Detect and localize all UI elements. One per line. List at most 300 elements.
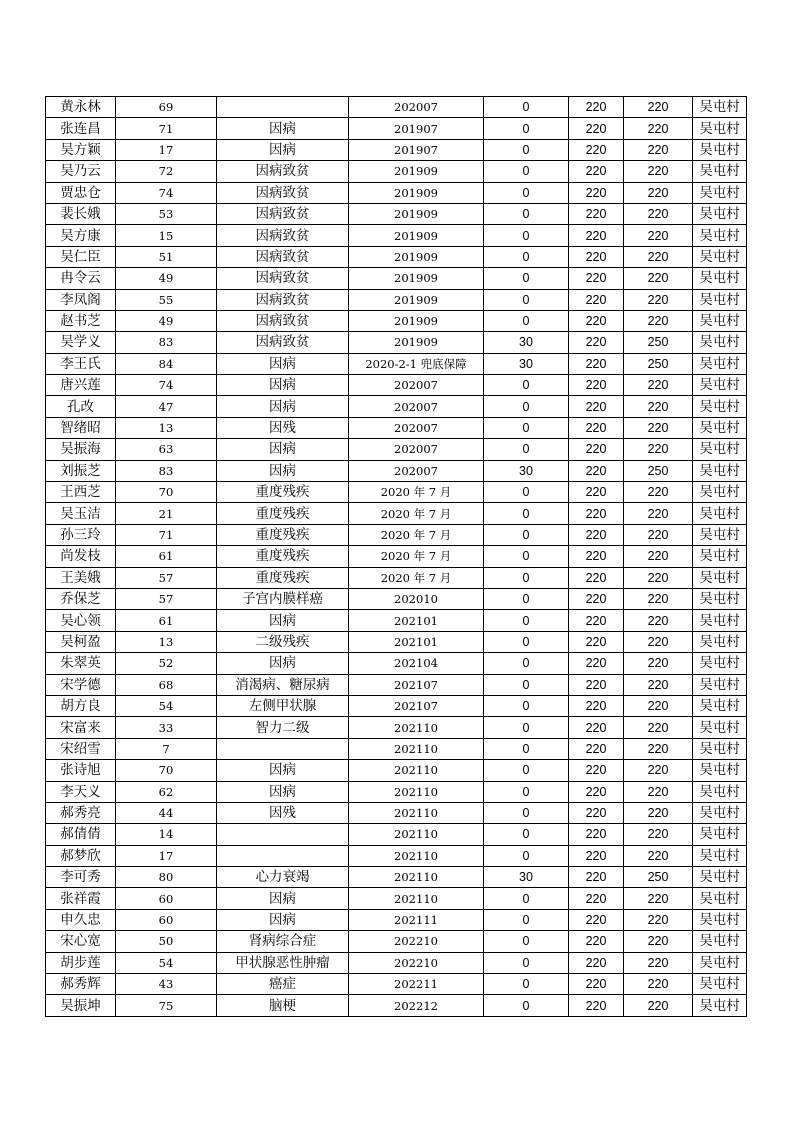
village-cell: 吴屯村 [693, 631, 747, 652]
table-row [46, 246, 747, 267]
extra-amount-cell: 0 [484, 695, 569, 716]
reason-cell: 重度残疾 [217, 567, 349, 588]
table-row [46, 161, 747, 182]
village-cell: 吴屯村 [693, 417, 747, 438]
start-month-cell: 202210 [349, 952, 484, 973]
reason-cell: 心力衰竭 [217, 867, 349, 888]
age-cell: 61 [116, 610, 217, 631]
age-cell: 61 [116, 546, 217, 567]
extra-amount-cell: 0 [484, 139, 569, 160]
age-cell: 74 [116, 182, 217, 203]
extra-amount-cell: 0 [484, 503, 569, 524]
extra-amount-cell: 0 [484, 268, 569, 289]
reason-cell [217, 97, 349, 118]
reason-cell: 脑梗 [217, 995, 349, 1016]
start-month-cell: 201909 [349, 332, 484, 353]
table-row [46, 588, 747, 609]
name-cell: 乔保芝 [46, 588, 116, 609]
start-month-cell: 201909 [349, 310, 484, 331]
village-cell: 吴屯村 [693, 503, 747, 524]
age-cell: 62 [116, 781, 217, 802]
base-amount-cell: 220 [569, 246, 624, 267]
total-amount-cell: 220 [624, 567, 693, 588]
total-amount-cell: 220 [624, 289, 693, 310]
start-month-cell: 202212 [349, 995, 484, 1016]
extra-amount-cell: 0 [484, 546, 569, 567]
start-month-cell: 202007 [349, 375, 484, 396]
reason-cell: 因病 [217, 610, 349, 631]
village-cell: 吴屯村 [693, 653, 747, 674]
name-cell: 张祥霞 [46, 888, 116, 909]
extra-amount-cell: 0 [484, 375, 569, 396]
extra-amount-cell: 0 [484, 289, 569, 310]
total-amount-cell: 220 [624, 225, 693, 246]
reason-cell: 因病 [217, 139, 349, 160]
village-cell: 吴屯村 [693, 353, 747, 374]
age-cell: 75 [116, 995, 217, 1016]
name-cell: 贾忠仓 [46, 182, 116, 203]
extra-amount-cell: 0 [484, 931, 569, 952]
name-cell: 李可秀 [46, 867, 116, 888]
base-amount-cell: 220 [569, 695, 624, 716]
name-cell: 郝秀辉 [46, 974, 116, 995]
start-month-cell: 202110 [349, 738, 484, 759]
total-amount-cell: 220 [624, 888, 693, 909]
age-cell: 57 [116, 588, 217, 609]
table-row [46, 139, 747, 160]
table-row [46, 995, 747, 1016]
village-cell: 吴屯村 [693, 802, 747, 823]
start-month-cell: 2020-2-1 兜底保障 [349, 353, 484, 374]
table-row [46, 952, 747, 973]
reason-cell: 癌症 [217, 974, 349, 995]
name-cell: 吴方颖 [46, 139, 116, 160]
start-month-cell: 2020 年 7 月 [349, 482, 484, 503]
base-amount-cell: 220 [569, 396, 624, 417]
base-amount-cell: 220 [569, 268, 624, 289]
village-cell: 吴屯村 [693, 995, 747, 1016]
age-cell: 17 [116, 845, 217, 866]
name-cell: 吴振海 [46, 439, 116, 460]
table-row [46, 396, 747, 417]
total-amount-cell: 220 [624, 482, 693, 503]
extra-amount-cell: 30 [484, 353, 569, 374]
table-row [46, 931, 747, 952]
table-row [46, 268, 747, 289]
base-amount-cell: 220 [569, 588, 624, 609]
village-cell: 吴屯村 [693, 460, 747, 481]
reason-cell [217, 738, 349, 759]
base-amount-cell: 220 [569, 182, 624, 203]
total-amount-cell: 250 [624, 460, 693, 481]
reason-cell: 因病致贫 [217, 289, 349, 310]
base-amount-cell: 220 [569, 674, 624, 695]
start-month-cell: 202110 [349, 888, 484, 909]
base-amount-cell: 220 [569, 931, 624, 952]
name-cell: 吴乃云 [46, 161, 116, 182]
start-month-cell: 202007 [349, 417, 484, 438]
age-cell: 14 [116, 824, 217, 845]
reason-cell: 重度残疾 [217, 503, 349, 524]
age-cell: 49 [116, 268, 217, 289]
table-row [46, 760, 747, 781]
start-month-cell: 202104 [349, 653, 484, 674]
reason-cell: 因病 [217, 909, 349, 930]
total-amount-cell: 220 [624, 439, 693, 460]
extra-amount-cell: 0 [484, 161, 569, 182]
base-amount-cell: 220 [569, 952, 624, 973]
table-row [46, 695, 747, 716]
village-cell: 吴屯村 [693, 867, 747, 888]
total-amount-cell: 220 [624, 417, 693, 438]
total-amount-cell: 220 [624, 738, 693, 759]
village-cell: 吴屯村 [693, 161, 747, 182]
village-cell: 吴屯村 [693, 760, 747, 781]
base-amount-cell: 220 [569, 139, 624, 160]
total-amount-cell: 220 [624, 824, 693, 845]
reason-cell: 因病 [217, 653, 349, 674]
extra-amount-cell: 0 [484, 717, 569, 738]
reason-cell: 智力二级 [217, 717, 349, 738]
start-month-cell: 2020 年 7 月 [349, 567, 484, 588]
total-amount-cell: 220 [624, 974, 693, 995]
age-cell: 7 [116, 738, 217, 759]
age-cell: 71 [116, 118, 217, 139]
name-cell: 胡方良 [46, 695, 116, 716]
total-amount-cell: 250 [624, 867, 693, 888]
name-cell: 李王氏 [46, 353, 116, 374]
start-month-cell: 202007 [349, 396, 484, 417]
total-amount-cell: 220 [624, 182, 693, 203]
reason-cell: 因病致贫 [217, 161, 349, 182]
total-amount-cell: 220 [624, 139, 693, 160]
start-month-cell: 202110 [349, 845, 484, 866]
extra-amount-cell: 0 [484, 97, 569, 118]
total-amount-cell: 220 [624, 524, 693, 545]
table-row [46, 225, 747, 246]
age-cell: 72 [116, 161, 217, 182]
name-cell: 郝倩倩 [46, 824, 116, 845]
name-cell: 孔改 [46, 396, 116, 417]
village-cell: 吴屯村 [693, 674, 747, 695]
extra-amount-cell: 0 [484, 482, 569, 503]
name-cell: 宋绍雪 [46, 738, 116, 759]
start-month-cell: 2020 年 7 月 [349, 503, 484, 524]
reason-cell: 因病 [217, 460, 349, 481]
name-cell: 吴柯盈 [46, 631, 116, 652]
table-row [46, 888, 747, 909]
name-cell: 张连昌 [46, 118, 116, 139]
table-row [46, 417, 747, 438]
total-amount-cell: 220 [624, 695, 693, 716]
table-row [46, 439, 747, 460]
reason-cell: 因病致贫 [217, 246, 349, 267]
village-cell: 吴屯村 [693, 396, 747, 417]
start-month-cell: 201907 [349, 118, 484, 139]
village-cell: 吴屯村 [693, 546, 747, 567]
total-amount-cell: 220 [624, 760, 693, 781]
start-month-cell: 201909 [349, 225, 484, 246]
start-month-cell: 202107 [349, 674, 484, 695]
extra-amount-cell: 0 [484, 845, 569, 866]
base-amount-cell: 220 [569, 524, 624, 545]
base-amount-cell: 220 [569, 909, 624, 930]
table-row [46, 567, 747, 588]
total-amount-cell: 220 [624, 931, 693, 952]
total-amount-cell: 220 [624, 246, 693, 267]
start-month-cell: 201909 [349, 289, 484, 310]
start-month-cell: 201909 [349, 246, 484, 267]
start-month-cell: 202211 [349, 974, 484, 995]
age-cell: 17 [116, 139, 217, 160]
total-amount-cell: 220 [624, 588, 693, 609]
extra-amount-cell: 0 [484, 439, 569, 460]
name-cell: 王西芝 [46, 482, 116, 503]
reason-cell: 因病 [217, 396, 349, 417]
start-month-cell: 201909 [349, 203, 484, 224]
reason-cell: 因病致贫 [217, 310, 349, 331]
start-month-cell: 2020 年 7 月 [349, 546, 484, 567]
village-cell: 吴屯村 [693, 332, 747, 353]
table-row [46, 482, 747, 503]
age-cell: 51 [116, 246, 217, 267]
table-row [46, 375, 747, 396]
village-cell: 吴屯村 [693, 781, 747, 802]
base-amount-cell: 220 [569, 118, 624, 139]
start-month-cell: 202110 [349, 824, 484, 845]
reason-cell: 因病 [217, 375, 349, 396]
base-amount-cell: 220 [569, 974, 624, 995]
base-amount-cell: 220 [569, 867, 624, 888]
reason-cell: 二级残疾 [217, 631, 349, 652]
extra-amount-cell: 0 [484, 396, 569, 417]
total-amount-cell: 220 [624, 118, 693, 139]
base-amount-cell: 220 [569, 375, 624, 396]
table-row [46, 781, 747, 802]
assistance-roster-table [45, 96, 747, 1017]
age-cell: 49 [116, 310, 217, 331]
name-cell: 宋富来 [46, 717, 116, 738]
table-row [46, 867, 747, 888]
extra-amount-cell: 0 [484, 995, 569, 1016]
name-cell: 刘振芝 [46, 460, 116, 481]
reason-cell: 因残 [217, 417, 349, 438]
age-cell: 43 [116, 974, 217, 995]
name-cell: 孙三玲 [46, 524, 116, 545]
reason-cell: 因病致贫 [217, 182, 349, 203]
total-amount-cell: 220 [624, 995, 693, 1016]
age-cell: 47 [116, 396, 217, 417]
village-cell: 吴屯村 [693, 909, 747, 930]
extra-amount-cell: 0 [484, 417, 569, 438]
age-cell: 74 [116, 375, 217, 396]
reason-cell [217, 824, 349, 845]
age-cell: 60 [116, 909, 217, 930]
village-cell: 吴屯村 [693, 738, 747, 759]
base-amount-cell: 220 [569, 546, 624, 567]
age-cell: 71 [116, 524, 217, 545]
base-amount-cell: 220 [569, 332, 624, 353]
base-amount-cell: 220 [569, 417, 624, 438]
extra-amount-cell: 0 [484, 824, 569, 845]
village-cell: 吴屯村 [693, 695, 747, 716]
start-month-cell: 202107 [349, 695, 484, 716]
age-cell: 83 [116, 460, 217, 481]
table-row [46, 97, 747, 118]
village-cell: 吴屯村 [693, 567, 747, 588]
table-row [46, 524, 747, 545]
extra-amount-cell: 0 [484, 610, 569, 631]
start-month-cell: 202110 [349, 867, 484, 888]
age-cell: 68 [116, 674, 217, 695]
reason-cell: 重度残疾 [217, 546, 349, 567]
table-row [46, 503, 747, 524]
reason-cell: 重度残疾 [217, 524, 349, 545]
total-amount-cell: 220 [624, 631, 693, 652]
extra-amount-cell: 30 [484, 332, 569, 353]
reason-cell: 子宫内膜样癌 [217, 588, 349, 609]
reason-cell: 甲状腺恶性肿瘤 [217, 952, 349, 973]
start-month-cell: 202101 [349, 631, 484, 652]
base-amount-cell: 220 [569, 225, 624, 246]
name-cell: 郝秀亮 [46, 802, 116, 823]
age-cell: 13 [116, 417, 217, 438]
base-amount-cell: 220 [569, 717, 624, 738]
base-amount-cell: 220 [569, 97, 624, 118]
total-amount-cell: 220 [624, 268, 693, 289]
extra-amount-cell: 0 [484, 225, 569, 246]
reason-cell: 因残 [217, 802, 349, 823]
village-cell: 吴屯村 [693, 289, 747, 310]
extra-amount-cell: 0 [484, 909, 569, 930]
table-row [46, 460, 747, 481]
extra-amount-cell: 0 [484, 781, 569, 802]
age-cell: 53 [116, 203, 217, 224]
age-cell: 33 [116, 717, 217, 738]
extra-amount-cell: 0 [484, 524, 569, 545]
total-amount-cell: 220 [624, 653, 693, 674]
extra-amount-cell: 0 [484, 588, 569, 609]
base-amount-cell: 220 [569, 460, 624, 481]
extra-amount-cell: 0 [484, 738, 569, 759]
table-row [46, 845, 747, 866]
base-amount-cell: 220 [569, 203, 624, 224]
age-cell: 55 [116, 289, 217, 310]
name-cell: 宋学德 [46, 674, 116, 695]
village-cell: 吴屯村 [693, 524, 747, 545]
extra-amount-cell: 0 [484, 631, 569, 652]
table-row [46, 546, 747, 567]
start-month-cell: 2020 年 7 月 [349, 524, 484, 545]
start-month-cell: 202210 [349, 931, 484, 952]
village-cell: 吴屯村 [693, 482, 747, 503]
total-amount-cell: 220 [624, 161, 693, 182]
table-row [46, 802, 747, 823]
table-row [46, 909, 747, 930]
base-amount-cell: 220 [569, 610, 624, 631]
name-cell: 裴长娥 [46, 203, 116, 224]
name-cell: 吴振坤 [46, 995, 116, 1016]
extra-amount-cell: 0 [484, 952, 569, 973]
village-cell: 吴屯村 [693, 268, 747, 289]
table-row [46, 353, 747, 374]
extra-amount-cell: 0 [484, 888, 569, 909]
name-cell: 申久忠 [46, 909, 116, 930]
base-amount-cell: 220 [569, 824, 624, 845]
age-cell: 54 [116, 695, 217, 716]
table-row [46, 653, 747, 674]
base-amount-cell: 220 [569, 503, 624, 524]
name-cell: 宋心宽 [46, 931, 116, 952]
start-month-cell: 202110 [349, 802, 484, 823]
total-amount-cell: 220 [624, 203, 693, 224]
start-month-cell: 202007 [349, 439, 484, 460]
reason-cell: 因病致贫 [217, 332, 349, 353]
reason-cell: 因病 [217, 353, 349, 374]
total-amount-cell: 220 [624, 674, 693, 695]
total-amount-cell: 220 [624, 310, 693, 331]
total-amount-cell: 250 [624, 353, 693, 374]
reason-cell: 因病 [217, 781, 349, 802]
reason-cell: 因病致贫 [217, 225, 349, 246]
village-cell: 吴屯村 [693, 439, 747, 460]
extra-amount-cell: 0 [484, 118, 569, 139]
total-amount-cell: 220 [624, 97, 693, 118]
name-cell: 王美娥 [46, 567, 116, 588]
name-cell: 唐兴莲 [46, 375, 116, 396]
extra-amount-cell: 0 [484, 182, 569, 203]
village-cell: 吴屯村 [693, 824, 747, 845]
base-amount-cell: 220 [569, 760, 624, 781]
village-cell: 吴屯村 [693, 139, 747, 160]
village-cell: 吴屯村 [693, 118, 747, 139]
total-amount-cell: 220 [624, 375, 693, 396]
extra-amount-cell: 0 [484, 567, 569, 588]
reason-cell: 因病 [217, 760, 349, 781]
name-cell: 郝梦欣 [46, 845, 116, 866]
total-amount-cell: 220 [624, 546, 693, 567]
total-amount-cell: 220 [624, 781, 693, 802]
name-cell: 吴心领 [46, 610, 116, 631]
name-cell: 张诗旭 [46, 760, 116, 781]
start-month-cell: 202007 [349, 460, 484, 481]
base-amount-cell: 220 [569, 161, 624, 182]
total-amount-cell: 250 [624, 332, 693, 353]
table-row [46, 118, 747, 139]
base-amount-cell: 220 [569, 845, 624, 866]
table-row [46, 332, 747, 353]
extra-amount-cell: 0 [484, 802, 569, 823]
extra-amount-cell: 0 [484, 310, 569, 331]
name-cell: 黄永林 [46, 97, 116, 118]
name-cell: 冉令云 [46, 268, 116, 289]
age-cell: 54 [116, 952, 217, 973]
age-cell: 80 [116, 867, 217, 888]
extra-amount-cell: 0 [484, 203, 569, 224]
base-amount-cell: 220 [569, 653, 624, 674]
age-cell: 15 [116, 225, 217, 246]
age-cell: 52 [116, 653, 217, 674]
table-row [46, 674, 747, 695]
village-cell: 吴屯村 [693, 203, 747, 224]
age-cell: 63 [116, 439, 217, 460]
village-cell: 吴屯村 [693, 182, 747, 203]
name-cell: 吴学义 [46, 332, 116, 353]
start-month-cell: 202110 [349, 717, 484, 738]
start-month-cell: 202007 [349, 97, 484, 118]
village-cell: 吴屯村 [693, 717, 747, 738]
base-amount-cell: 220 [569, 781, 624, 802]
